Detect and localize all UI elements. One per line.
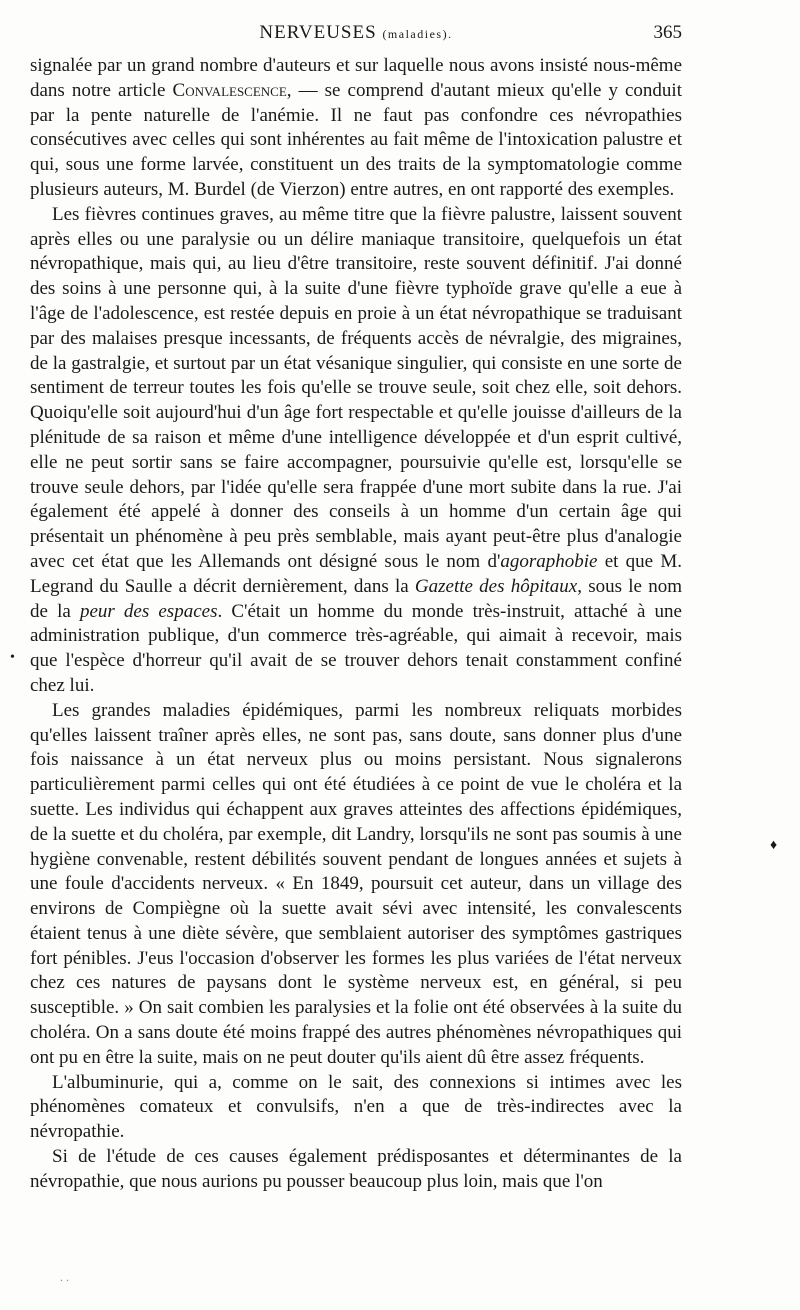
paragraph-4: L'albuminurie, qui a, comme on le sait, des connexions si intimes avec les phénomènes comateux et convulsifs, n'en a que de très-indirectes avec la névropathie. — [30, 1071, 682, 1143]
running-header — [30, 22, 682, 50]
paragraph-1-part-a: signalée par un grand nombre d'auteurs et sur laquelle nous avons insisté nous-même dans notre article — [30, 55, 682, 101]
paragraph-3: Les grandes maladies épidémiques, parmi les nombreux reliquats morbides qu'elles laissent traîner après elles, ne sont pas, sans doute, sans donner plus d'une fois naissance à un état nerveux plus ou moins persistant. Nous signalerons particulièrement parmi celles qui ont été étudiées à ce point de vue le choléra et la suette. Les individus qui échappent aux graves atteintes des affections épidémiques, de la suette et du choléra, par exemple, dit Landry, lorsqu'ils ne sont pas soumis à une hygiène convenable, restent débilités souvent pendant de longues années et sujets à une foule d'accidents nerveux. « En 1849, poursuit cet auteur, dans un village des environs de Compiègne où la suette avait sévi avec intensité, les convalescents étaient tenus à une diète sévère, que semblaient autoriser des symptômes gastriques fort pénibles. J'eus l'occasion d'observer les formes les plus variées de l'état nerveux chez ces natures de paysans dont le système nerveux est, en général, si peu susceptible. » On sait combien les paralysies et la folie ont été observées à la suite du choléra. On a sans doute été moins frappé des autres phénomènes névropathiques qui ont pu en être la suite, mais on ne peut douter qu'ils aient dû être assez fréquents. — [30, 699, 682, 1068]
page-number: 365 — [653, 22, 682, 43]
margin-dot-left: • — [10, 650, 15, 665]
term-peur-des-espaces: peur des espaces — [79, 600, 218, 622]
paragraph-5: Si de l'étude de ces causes également prédisposantes et déterminantes de la névropathie, que nous aurions pu pousser beaucoup plus loin, mais que l'on — [30, 1146, 682, 1192]
paragraph-2-part-e: , sous le nom de la — [30, 575, 682, 622]
paragraph-2-part-c: et que M. Legrand du Saulle a décrit dernièrement, dans la — [30, 550, 682, 597]
body-text — [30, 54, 682, 1195]
term-agoraphobie: agoraphobie — [500, 550, 598, 572]
paragraph-2-part-a: Les fièvres continues graves, au même titre que la fièvre palustre, laissent souvent après elles ou une paralysie ou un délire maniaque transitoire, quelquefois un état névropathique, mais qui, au lieu d'être transitoire, reste souvent définitif. J'ai donné des soins à une personne qui, à la suite d'une fièvre typhoïde grave qu'elle a eue à l'âge de l'adolescence, est restée depuis en proie à un état névropathique se traduisant par des malaises presque incessants, de fréquents accès de névralgie, des migraines, de la gastralgie, et surtout par un état vésanique singulier, qui consiste en une sorte de sentiment de terreur toutes les fois qu'elle se trouve seule, soit chez elle, soit dehors. Quoiqu'elle soit aujourd'hui d'un âge fort respectable et qu'elle jouisse d'ailleurs de la plénitude de sa raison et même d'une intelligence développée et d'un esprit cultivé, elle ne peut sortir sans se faire accompagner, poursuivie qu'elle est, lorsqu'elle se trouve seule dehors, par l'idée qu'elle sera frappée d'une mort subite dans la rue. J'ai également été appelé à donner des conseils à un homme d'un certain âge qui présentait un phénomène à peu près semblable, mais ayant peut-être plus d'analogie avec cet état que les Allemands ont désigné sous le nom d' — [30, 203, 682, 572]
running-title — [30, 22, 682, 44]
running-title-main: NERVEUSES — [259, 22, 377, 43]
running-title-sub: (maladies). — [382, 27, 453, 41]
paragraph-2 — [30, 203, 682, 699]
paragraph-1-part-c: , — se comprend d'autant mieux qu'elle y conduit par la pente naturelle de l'anémie. Il ne faut pas confondre ces névropathies consécutives avec celles qui sont inhérentes au fait même de l'intoxication palustre et qui, sous une forme larvée, constituent un des traits de la symptomatologie comme plusieurs auteurs, M. Burdel (de Vierzon) entre autres, en ont rapporté des exemples. — [30, 79, 682, 200]
article-reference: Convalescence — [172, 79, 287, 101]
bottom-specks: . . — [60, 1270, 69, 1284]
paragraph-2-part-g: . C'était un homme du monde très-instruit, attaché à une administration publique, d'un commerce très-agréable, qui aimait à recevoir, mais que l'espèce d'horreur qu'il avait de se trouver dehors tenait constamment confiné chez lui. — [30, 600, 682, 696]
journal-title: Gazette des hôpitaux — [414, 575, 578, 597]
paragraph-1 — [30, 54, 682, 203]
margin-mark-right: ♦ — [770, 838, 778, 853]
